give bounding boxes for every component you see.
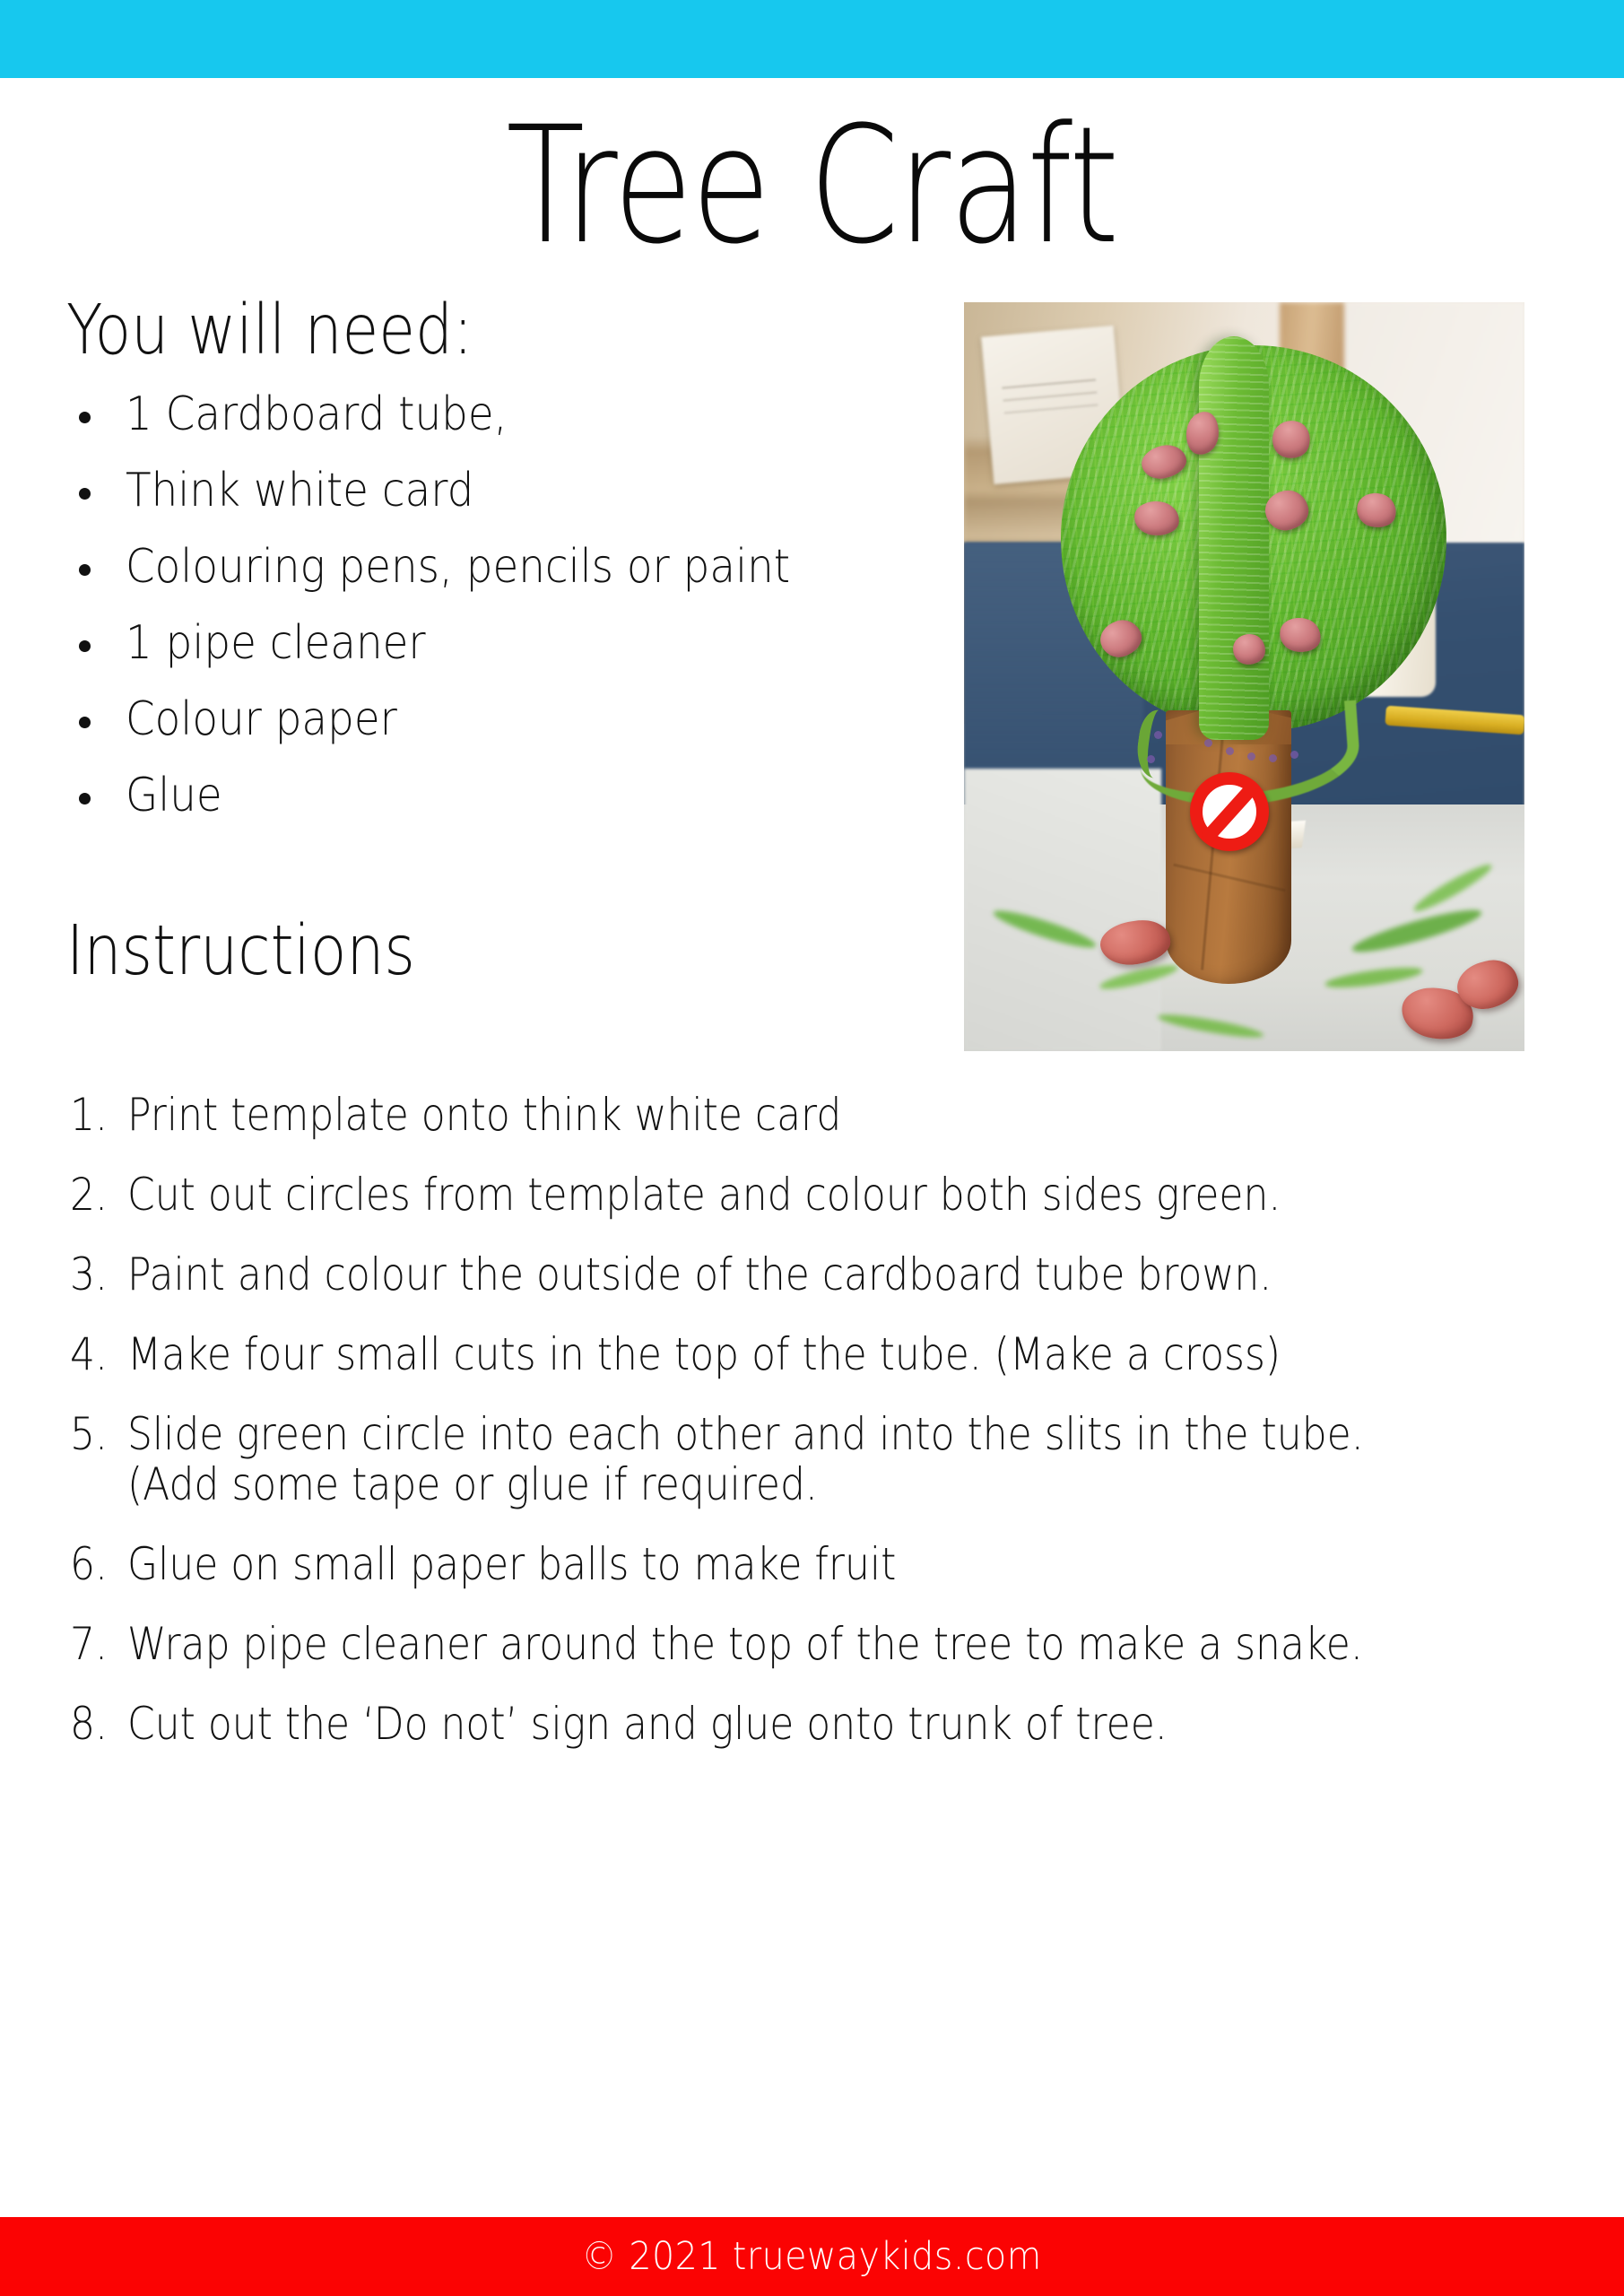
photo-table-surface-left — [964, 769, 1161, 1051]
list-item — [70, 1409, 1576, 1509]
step-number: 4. — [70, 1328, 108, 1380]
photo-paper-lines — [1002, 372, 1100, 434]
top-accent-bar — [0, 0, 1624, 78]
list-item — [70, 1539, 1576, 1589]
list-item — [66, 686, 963, 762]
step-number: 3. — [70, 1248, 108, 1300]
step-number: 6. — [70, 1538, 108, 1590]
footer-copyright: © 2021 truewaykids.com — [581, 2234, 1043, 2279]
step-number: 1. — [70, 1089, 108, 1141]
photo-snake-speck — [1290, 751, 1298, 759]
photo-snake-speck — [1147, 755, 1155, 763]
photo-snake-speck — [1247, 752, 1255, 761]
step-text: Wrap pipe cleaner around the top of the tree to make a snake. — [127, 1618, 1363, 1670]
step-text: Make four small cuts in the top of the tube. (Make a cross) — [127, 1328, 1281, 1380]
list-item — [66, 381, 963, 457]
step-text: Cut out the ‘Do not’ sign and glue onto trunk of tree. — [127, 1698, 1168, 1750]
material-label: Colour paper — [126, 692, 397, 746]
photo-snake-speck — [1226, 747, 1234, 755]
step-number: 2. — [70, 1169, 108, 1221]
photo-snake-speck — [1269, 754, 1277, 762]
step-continuation: (Add some tape or glue if required. — [127, 1458, 818, 1510]
step-text: Cut out circles from template and colour both sides green. — [127, 1169, 1281, 1221]
photo-canopy-front-circle — [1199, 336, 1269, 740]
materials-heading: You will need: — [66, 291, 473, 370]
list-item — [66, 610, 963, 686]
step-text: Slide green circle into each other and into the slits in the tube. — [127, 1408, 1364, 1460]
list-item — [70, 1619, 1576, 1669]
step-text: Print template onto think white card — [127, 1089, 842, 1141]
list-item — [70, 1329, 1576, 1379]
material-label: 1 Cardboard tube, — [126, 387, 508, 441]
material-label: Glue — [126, 769, 222, 822]
step-text: Paint and colour the outside of the cardboard tube brown. — [127, 1248, 1272, 1300]
step-number: 5. — [70, 1408, 108, 1460]
list-item — [66, 762, 963, 839]
step-text: Glue on small paper balls to make fruit — [127, 1538, 897, 1590]
list-item — [70, 1170, 1576, 1220]
list-item — [66, 457, 963, 534]
photo-snake-speck — [1154, 731, 1162, 739]
page-title: Tree Craft — [506, 92, 1118, 280]
step-number: 7. — [70, 1618, 108, 1670]
material-label: Think white card — [126, 464, 474, 517]
material-label: 1 pipe cleaner — [126, 616, 426, 670]
photo-snake-speck — [1204, 739, 1212, 747]
instructions-heading: Instructions — [66, 911, 415, 991]
list-item — [70, 1090, 1576, 1140]
instructions-list — [70, 1090, 1576, 1779]
materials-list — [66, 381, 963, 839]
craft-photo — [964, 302, 1524, 1051]
list-item — [66, 534, 963, 610]
footer-bar — [0, 2217, 1624, 2296]
list-item — [70, 1699, 1576, 1749]
list-item — [70, 1249, 1576, 1300]
step-number: 8. — [70, 1698, 108, 1750]
material-label: Colouring pens, pencils or paint — [126, 540, 791, 594]
